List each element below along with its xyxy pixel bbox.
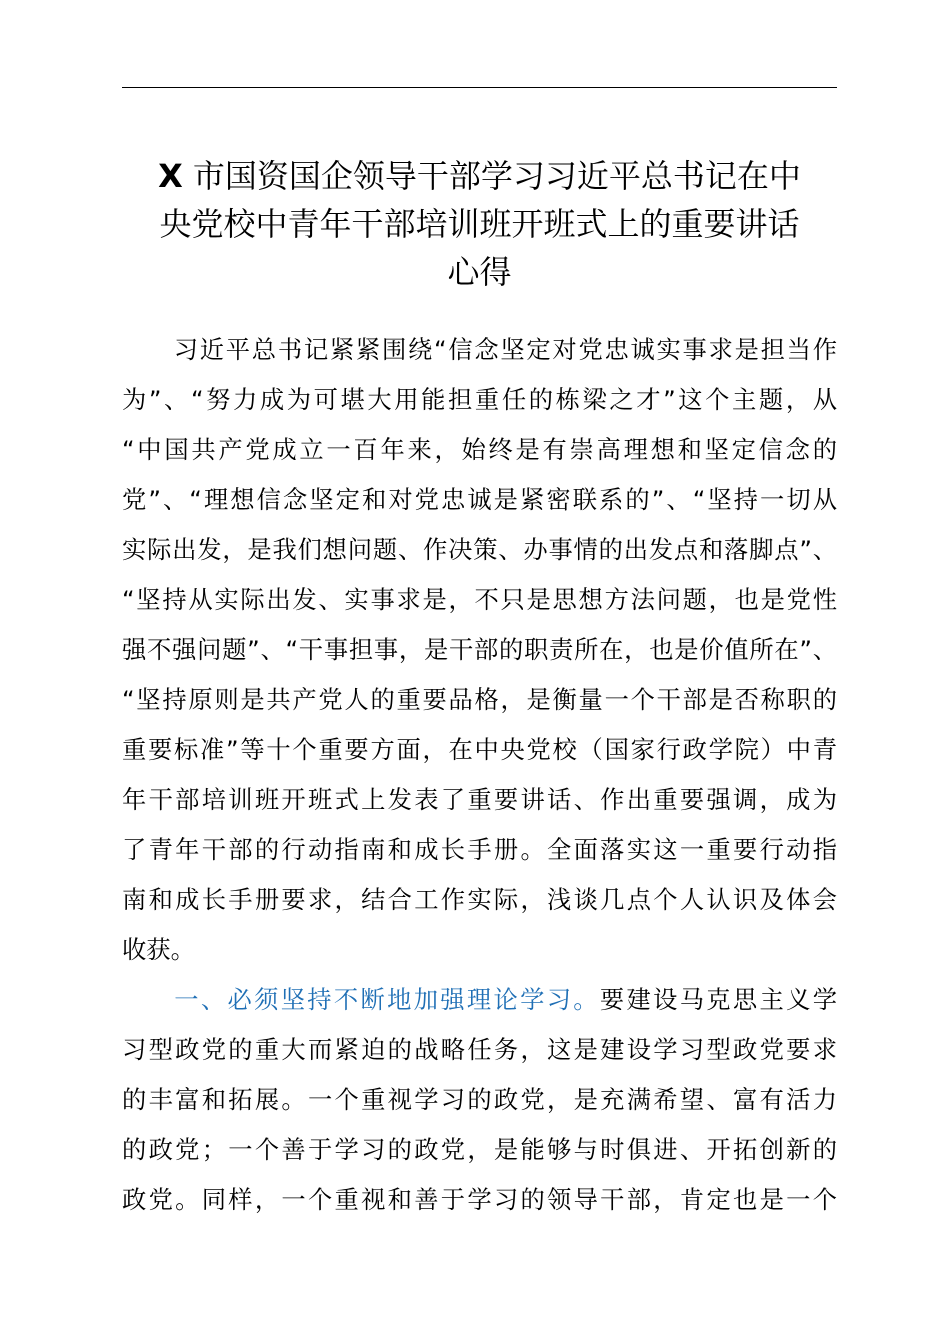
paragraph-2-line: 政党。同样，一个重视和善于学习的领导干部，肯定也是一个 bbox=[122, 1185, 837, 1214]
paragraph-1-line: 实际出发，是我们想问题、作决策、办事情的出发点和落脚点”、 bbox=[122, 535, 837, 564]
paragraph-1-line: 年干部培训班开班式上发表了重要讲话、作出重要强调，成为 bbox=[122, 785, 837, 814]
title-prefix: X bbox=[158, 157, 183, 195]
paragraph-2-line: 一、必须坚持不断地加强理论学习。要建设马克思主义学 bbox=[172, 985, 838, 1014]
paragraph-1-line: “坚持原则是共产党人的重要品格，是衡量一个干部是否称职的 bbox=[122, 685, 837, 714]
title-line-1 bbox=[122, 152, 837, 200]
header-rule bbox=[122, 87, 837, 88]
document-title bbox=[122, 152, 837, 296]
paragraph-2-line: 的丰富和拓展。一个重视学习的政党，是充满希望、富有活力 bbox=[122, 1085, 837, 1114]
title-line-1-text: 市国资国企领导干部学习习近平总书记在中 bbox=[192, 157, 801, 195]
section-heading-1: 一、必须坚持不断地加强理论学习。 bbox=[172, 985, 600, 1014]
paragraph-1-line: 了青年干部的行动指南和成长手册。全面落实这一重要行动指 bbox=[122, 835, 837, 864]
title-line-3: 心得 bbox=[447, 253, 512, 291]
paragraph-1-line: 强不强问题”、“干事担事，是干部的职责所在，也是价值所在”、 bbox=[122, 635, 837, 664]
document-body bbox=[122, 325, 837, 1225]
paragraph-1-line: 重要标准”等十个重要方面，在中央党校（国家行政学院）中青 bbox=[122, 735, 837, 764]
paragraph-1-line: “坚持从实际出发、实事求是，不只是思想方法问题，也是党性 bbox=[122, 585, 837, 614]
paragraph-1-line: 习近平总书记紧紧围绕“信念坚定对党忠诚实事求是担当作 bbox=[172, 335, 837, 364]
paragraph-1-line: “中国共产党成立一百年来，始终是有崇高理想和坚定信念的 bbox=[122, 435, 837, 464]
paragraph-1-line: 为”、“努力成为可堪大用能担重任的栋梁之才”这个主题，从 bbox=[122, 385, 837, 414]
paragraph-1-line: 党”、“理想信念坚定和对党忠诚是紧密联系的”、“坚持一切从 bbox=[122, 485, 837, 514]
paragraph-1-line: 南和成长手册要求，结合工作实际，浅谈几点个人认识及体会 bbox=[122, 885, 837, 914]
paragraph-2-line: 的政党；一个善于学习的政党，是能够与时俱进、开拓创新的 bbox=[122, 1135, 837, 1164]
paragraph-1-line: 收获。 bbox=[122, 935, 195, 964]
paragraph-2-line: 习型政党的重大而紧迫的战略任务，这是建设学习型政党要求 bbox=[122, 1035, 837, 1064]
title-line-2: 央党校中青年干部培训班开班式上的重要讲话 bbox=[159, 205, 800, 243]
